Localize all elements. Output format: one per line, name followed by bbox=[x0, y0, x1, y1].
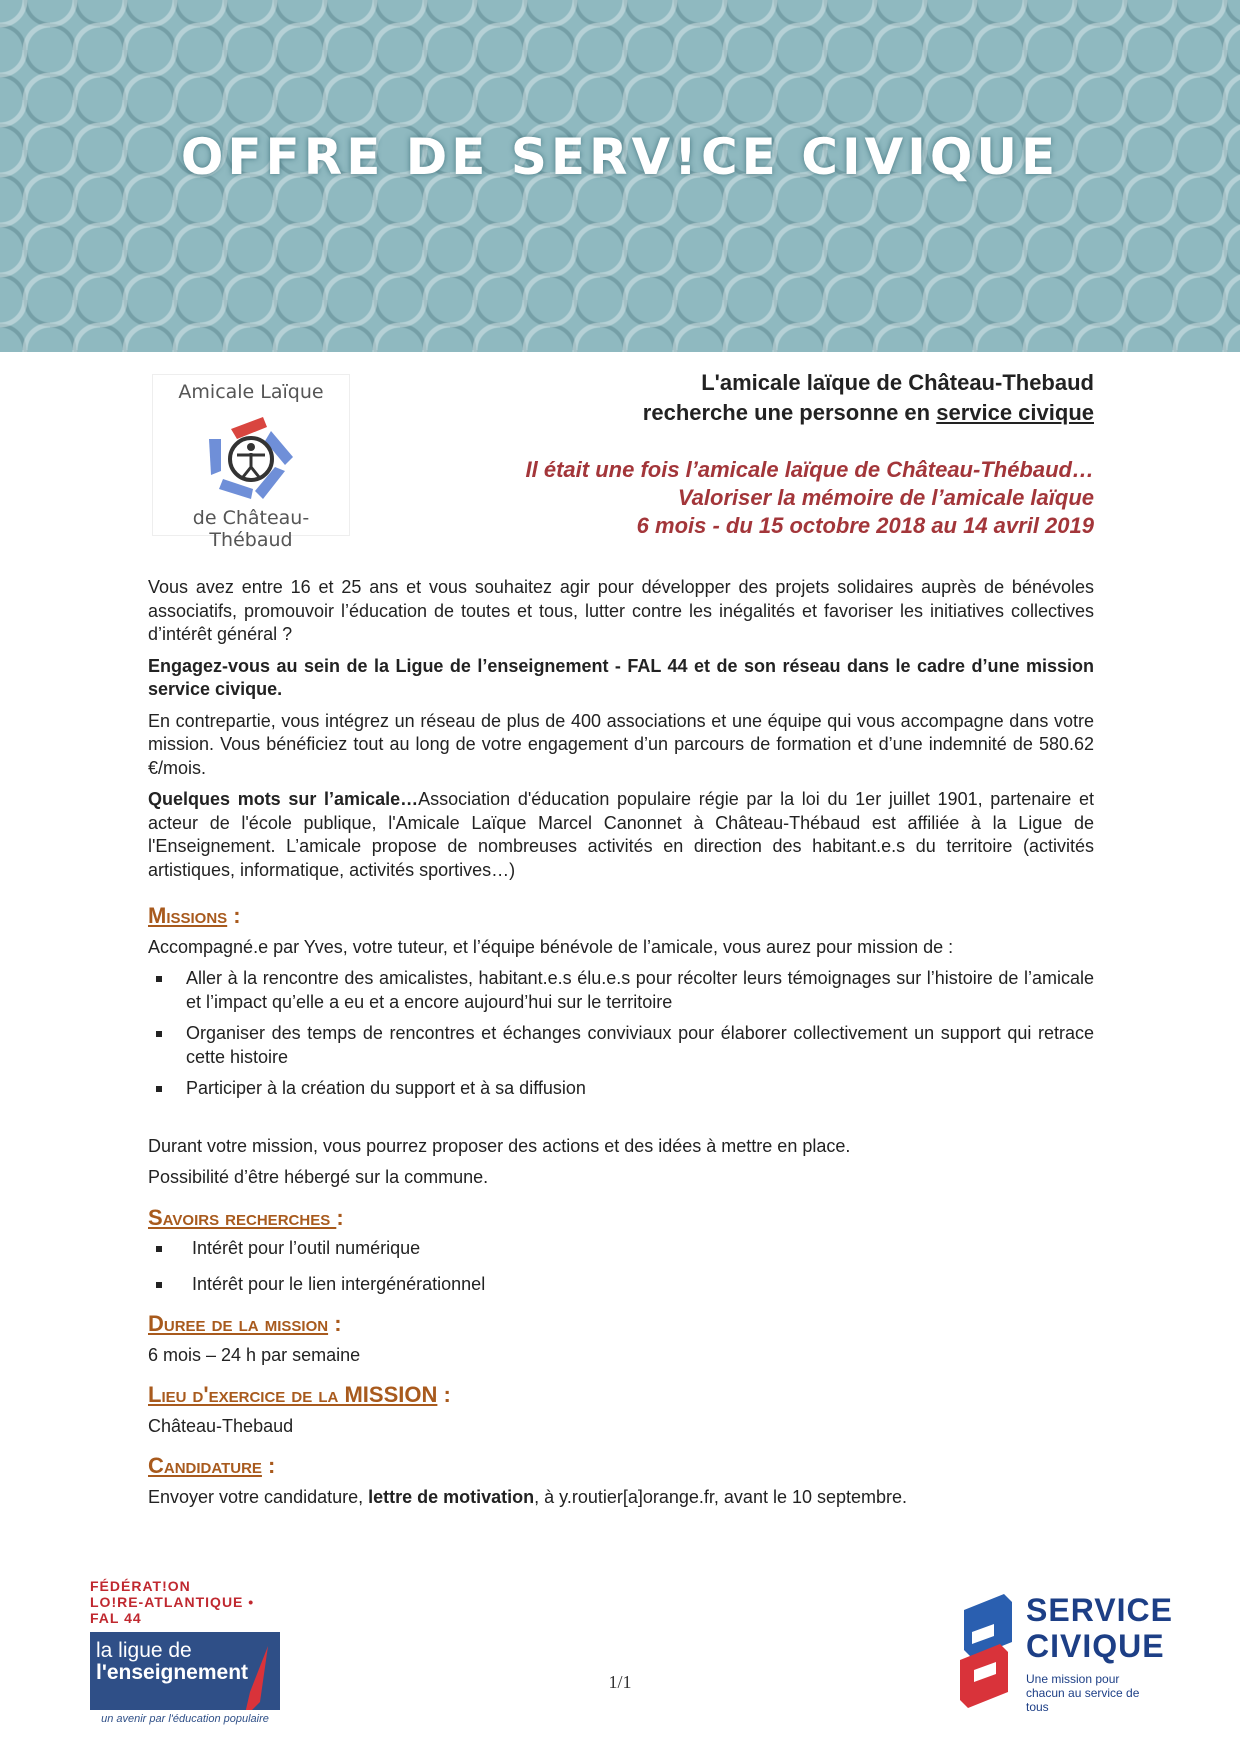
federation-text: FÉDÉRAT!ON bbox=[90, 1578, 191, 1594]
lieu-title-a: Lieu d'exercice de la bbox=[148, 1382, 345, 1407]
intro-paragraph-3: En contrepartie, vous intégrez un réseau de plus de 400 associations et une équipe qui vous accompagne dans votre mission. Vous bénéficiez tout au long de votre engagement d’un parcours de formation et d’une indemnité de 580.62 €/mois. bbox=[148, 710, 1094, 778]
subtitle-line1: Il était une fois l’amicale laïque de Château-Thébaud… bbox=[525, 457, 1094, 482]
engagement-text: Engagez-vous au sein de la Ligue de l’enseignement - FAL 44 et de son réseau dans le cadre d’une mission service civique. bbox=[148, 655, 1094, 699]
subtitle-line3: 6 mois - du 15 octobre 2018 au 14 avril 2019 bbox=[636, 513, 1094, 538]
amicale-emblem-icon bbox=[201, 409, 301, 505]
missions-title: Missions bbox=[148, 903, 228, 928]
subtitle-line2: Valoriser la mémoire de l’amicale laïque bbox=[677, 485, 1094, 510]
candidature-text bbox=[148, 1486, 1094, 1510]
document-body bbox=[148, 576, 1094, 1517]
section-lieu bbox=[148, 1383, 1094, 1407]
service-civique-tagline: Une mission pour chacun au service de tous bbox=[1026, 1672, 1140, 1714]
header-banner bbox=[0, 0, 1240, 352]
missions-list bbox=[148, 967, 1094, 1101]
service-civique-link: service civique bbox=[936, 400, 1094, 425]
intro-paragraph-2 bbox=[148, 655, 1094, 702]
logo-top-text: Amicale Laïque bbox=[178, 381, 324, 403]
section-duree bbox=[148, 1312, 1094, 1336]
header-heading bbox=[643, 368, 1094, 428]
amicale-description: Association d'éducation populaire régie par la loi du 1er juillet 1901, partenaire et acteur de l'école publique, l'Amicale Laïque Marcel Canonnet à Château-Thébaud est affiliée à la Ligue de l'Enseignement. L’amicale propose de nombreuses activités en direction des habitant.e.s du territoire (activités artistiques, informatique, activités sportives…) bbox=[148, 789, 1094, 880]
list-item: Participer à la création du support et à sa diffusion bbox=[148, 1077, 1094, 1101]
savoirs-title: Savoirs recherches bbox=[148, 1204, 337, 1230]
candidature-pre: Envoyer votre candidature, bbox=[148, 1486, 369, 1507]
service-word: SERVICE bbox=[1026, 1592, 1173, 1628]
savoirs-list bbox=[148, 1237, 1094, 1296]
missions-colon: : bbox=[227, 903, 241, 928]
missions-intro: Accompagné.e par Yves, votre tuteur, et l’équipe bénévole de l’amicale, vous aurez pour mission de : bbox=[148, 936, 954, 957]
savoirs-colon: : bbox=[336, 1204, 344, 1230]
candidature-post: , à y.routier[a]orange.fr, avant le 10 septembre. bbox=[534, 1486, 908, 1507]
intro-paragraph-1: Vous avez entre 16 et 25 ans et vous souhaitez agir pour développer des projets solidaires auprès de bénévoles associatifs, promouvoir l’éducation de toutes et tous, lutter contre les inégalités et favoriser les initiatives collectives d’intérêt général ? bbox=[148, 577, 1094, 644]
list-item: Aller à la rencontre des amicalistes, habitant.e.s élu.e.s pour récolter leurs témoignages sur l’histoire de l’amicale et l’impact qu’elle a eu et a encore aujourd’hui sur le territoire bbox=[148, 967, 1094, 1014]
section-savoirs bbox=[148, 1206, 1094, 1230]
candidature-bold: lettre de motivation bbox=[368, 1486, 535, 1507]
candidature-title: Candidature bbox=[148, 1453, 262, 1478]
lieu-colon: : bbox=[437, 1382, 451, 1407]
lieu-text: Château-Thebaud bbox=[148, 1415, 294, 1436]
service-civique-emblem-icon bbox=[950, 1592, 1022, 1712]
intro-paragraph-4 bbox=[148, 788, 1094, 882]
page-number: 1/1 bbox=[608, 1672, 632, 1692]
header-subtitle bbox=[526, 456, 1094, 540]
amicale-lead: Quelques mots sur l’amicale… bbox=[148, 789, 419, 809]
ligue-slogan: un avenir par l'éducation populaire bbox=[90, 1710, 280, 1728]
civique-word: CIVIQUE bbox=[1026, 1628, 1165, 1664]
missions-after-2: Possibilité d’être hébergé sur la commune. bbox=[148, 1167, 489, 1187]
lieu-title bbox=[148, 1382, 437, 1407]
duree-text: 6 mois – 24 h par semaine bbox=[148, 1344, 361, 1365]
list-item: Intérêt pour l’outil numérique bbox=[148, 1237, 1094, 1261]
duree-colon: : bbox=[328, 1311, 342, 1336]
lieu-title-b: MISSION bbox=[344, 1382, 438, 1407]
ligue-name-b: l'enseignement bbox=[96, 1661, 249, 1684]
section-missions bbox=[148, 904, 1094, 928]
logo-bottom-text: de Château-Thébaud bbox=[192, 507, 310, 551]
duree-title: Duree de la mission bbox=[148, 1311, 329, 1336]
ligue-enseignement-logo bbox=[90, 1578, 286, 1728]
section-candidature bbox=[148, 1454, 1094, 1478]
banner-title: OFFRE DE SERV!CE CIVIQUE bbox=[180, 128, 1060, 186]
amicale-logo bbox=[152, 374, 350, 551]
loire-atlantique-text: LO!RE-ATLANTIQUE • FAL 44 bbox=[90, 1594, 255, 1626]
list-item: Organiser des temps de rencontres et échanges conviviaux pour élaborer collectivement un support qui retrace cette histoire bbox=[148, 1022, 1094, 1069]
heading-line2-prefix: recherche une personne en bbox=[642, 400, 937, 425]
ligue-name-a: la ligue de bbox=[96, 1639, 192, 1662]
heading-line2 bbox=[643, 398, 1094, 428]
heading-line1: L'amicale laïque de Château-Thebaud bbox=[701, 370, 1094, 395]
list-item: Intérêt pour le lien intergénérationnel bbox=[148, 1273, 1094, 1297]
candidature-colon: : bbox=[261, 1453, 276, 1478]
missions-after-1: Durant votre mission, vous pourrez proposer des actions et des idées à mettre en place. bbox=[148, 1135, 851, 1156]
